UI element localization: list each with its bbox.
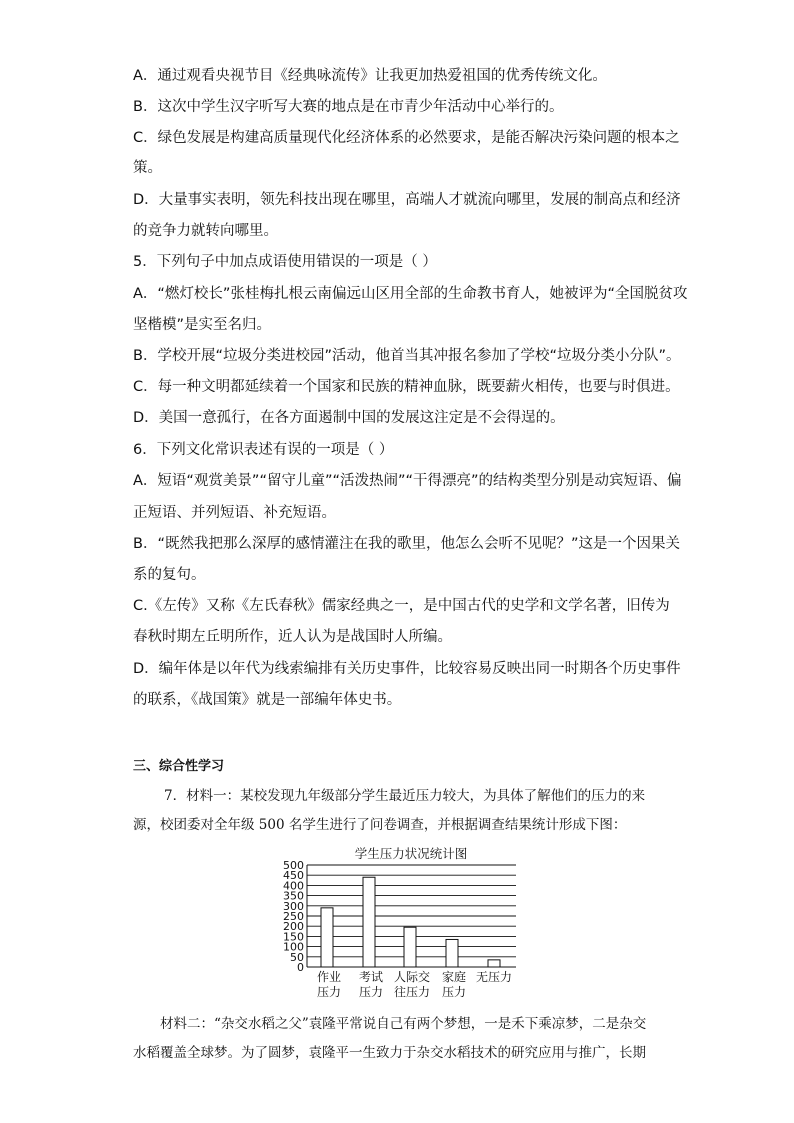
chart-bar [363,877,375,967]
chart-bar [446,939,458,967]
material2-line2: 水稻覆盖全球梦。为了圆梦，袁隆平一生致力于杂交水稻技术的研究应用与推广，长期 [133,1045,646,1061]
chart-y-tick-label: 0 [297,961,304,974]
q5-option-b: B．学校开展“垃圾分类进校园”活动，他首当其冲报名参加了学校“垃圾分类小分队”。 [133,348,681,364]
q6-option-a-line1: A．短语“观赏美景”“留守儿童”“活泼热闹”“干得漂亮”的结构类型分别是动宾短语、偏 [133,473,682,489]
q6-option-a-line2: 正短语、并列短语、补充短语。 [133,505,336,521]
chart-y-tick-label: 450 [283,869,304,883]
q4-option-c-line1: C．绿色发展是构建高质量现代化经济体系的必然要求，是能否解决污染问题的根本之 [133,130,680,146]
chart-y-tick-label: 350 [283,889,304,903]
chart-y-tick-label: 100 [283,940,304,954]
chart-x-tick-labels [317,969,512,999]
q6-option-c-line1: C.《左传》又称《左氏春秋》儒家经典之一，是中国古代的史学和文学名著，旧传为 [133,598,670,614]
q6-option-d-line2: 的联系，《战国策》就是一部编年体史书。 [133,692,402,708]
q5-option-a-line2: 坚楷模”是实至名归。 [133,317,272,333]
material2-line1: 材料二：“杂交水稻之父”袁隆平常说自己有两个梦想，一是禾下乘凉梦，二是杂交 [160,1016,647,1032]
chart-category-label: 人际交 [393,970,431,984]
chart-title: 学生压力状况统计图 [354,846,468,861]
chart-category-label: 往压力 [393,985,431,999]
chart-y-tick-labels [283,859,304,974]
chart-category-label: 家庭 [441,970,467,984]
chart-category-label: 压力 [358,985,384,999]
q5-option-c: C．每一种文明都延续着一个国家和民族的精神血脉，既要薪火相传，也要与时俱进。 [133,379,680,395]
chart-bar [488,960,500,967]
q5-stem: 5．下列句子中加点成语使用错误的一项是（ ） [133,254,437,270]
q4-option-b: B．这次中学生汉字听写大赛的地点是在市青少年活动中心举行的。 [133,99,564,115]
chart-category-label: 压力 [316,985,342,999]
chart-y-tick-label: 200 [283,920,304,934]
q4-option-c-line2: 策。 [133,160,162,176]
chart-y-tick-label: 50 [290,950,304,964]
q5-option-a-line1: A．“燃灯校长”张桂梅扎根云南偏远山区用全部的生命教书育人，她被评为“全国脱贫攻 [133,286,688,302]
q6-option-c-line2: 春秋时期左丘明所作，近人认为是战国时人所编。 [133,629,452,645]
section-heading: 三、综合性学习 [133,759,225,774]
chart-category-label: 压力 [441,985,467,999]
chart-bars [321,877,500,967]
q7-material1-line2: 源，校团委对全年级 500 名学生进行了问卷调查，并根据调查结果统计形成下图： [133,817,627,833]
q4-option-d-line1: D．大量事实表明，领先科技出现在哪里，高端人才就流向哪里，发展的制高点和经济 [133,192,681,208]
chart-y-tick-label: 400 [283,879,304,893]
chart-y-tick-label: 150 [283,930,304,944]
chart-bar [321,908,333,967]
q7-material1-line1: 7．材料一：某校发现九年级部分学生最近压力较大，为具体了解他们的压力的来 [164,788,646,804]
chart-y-tick-label: 500 [283,859,304,872]
chart-y-tick-label: 300 [283,899,304,913]
q5-option-d: D．美国一意孤行，在各方面遏制中国的发展这注定是不会得逞的。 [133,410,565,426]
q6-stem: 6．下列文化常识表述有误的一项是（ ） [133,442,394,458]
chart-category-label: 无压力 [475,970,513,984]
chart-y-tick-label: 250 [283,910,304,923]
q4-option-a: A．通过观看央视节目《经典咏流传》让我更加热爱祖国的优秀传统文化。 [133,68,607,84]
chart-category-label: 考试 [358,970,384,984]
chart-category-label: 作业 [316,970,342,984]
chart-bar [404,927,416,967]
q6-option-b-line2: 系的复句。 [133,567,206,583]
q4-option-d-line2: 的竞争力就转向哪里。 [133,223,278,239]
q6-option-d-line1: D．编年体是以年代为线索编排有关历史事件，比较容易反映出同一时期各个历史事件 [133,661,681,677]
q6-option-b-line1: B．“既然我把那么深厚的感情灌注在我的歌里，他怎么会听不见呢？”这是一个因果关 [133,536,680,552]
